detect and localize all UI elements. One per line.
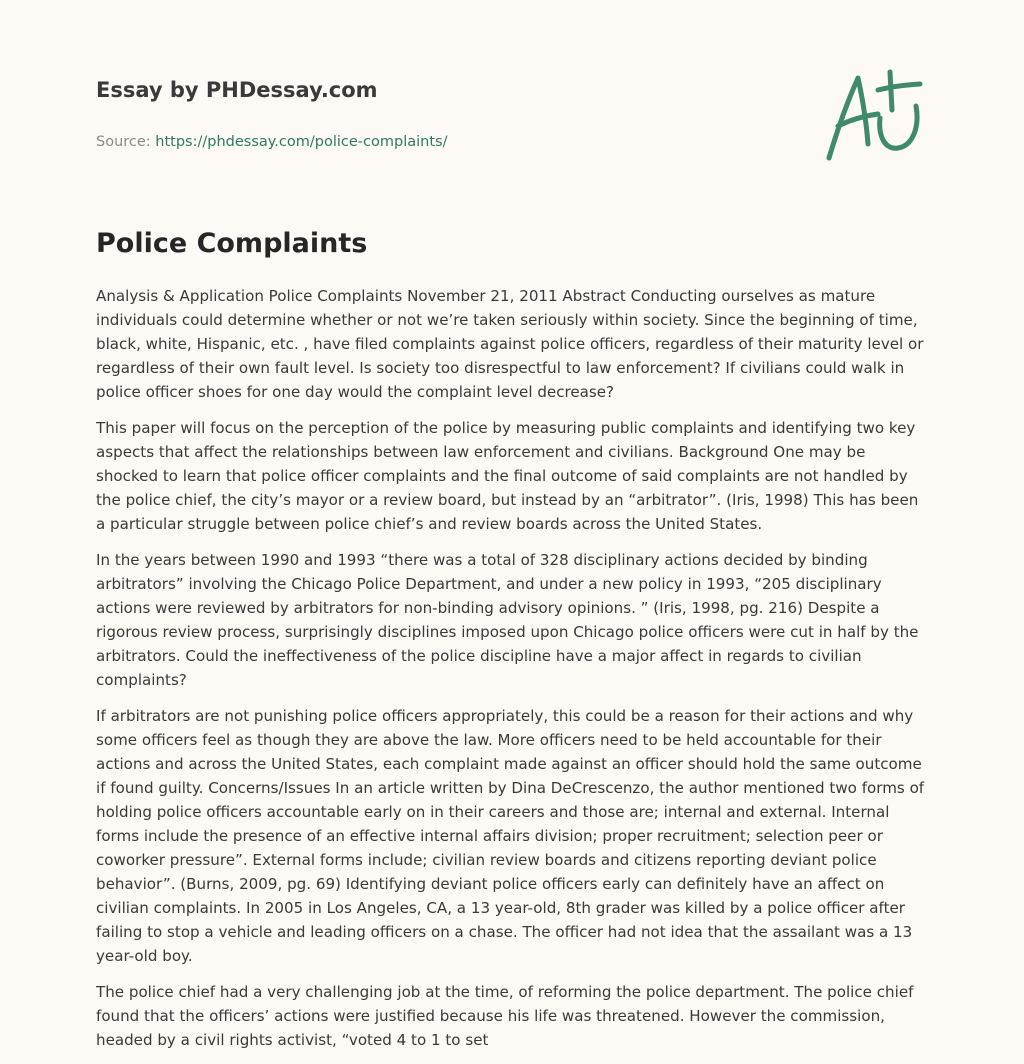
essay-paragraph: This paper will focus on the perception of the police by measuring public complaints and identifying two key aspects that affect the relationships between law enforcement and civilians. Background One may be shocked to learn that police officer complaints and the final outcome of said complaints are not handled by the police chief, the city’s mayor or a review board, but instead by an “arbitrator”. (Iris, 1998) This has been a particular struggle between police chief’s and review boards across the United States.	[96, 419, 919, 533]
essay-title: Police Complaints	[96, 228, 368, 259]
essay-paragraph: The police chief had a very challenging job at the time, of reforming the police department. The police chief found that the officers’ actions were justified because his life was threatened. However the commission, headed by a civil rights activist, “voted 4 to 1 to set	[96, 983, 914, 1049]
essay-paragraph: Analysis & Application Police Complaints November 21, 2011 Abstract Conducting ourselves as mature individuals could determine whether or not we’re taken seriously within society. Since the beginning of time, black, white, Hispanic, etc. , have filed complaints against police officers, regardless of their maturity level or regardless of their own fault level. Is society too disrespectful to law enforcement? If civilians could walk in police officer shoes for one day would the complaint level decrease?	[96, 287, 924, 401]
a-plus-logo-svg	[820, 66, 930, 166]
essay-paragraph: In the years between 1990 and 1993 “there was a total of 328 disciplinary actions decided by binding arbitrators” involving the Chicago Police Department, and under a new policy in 1993, “205 disciplinary actions were reviewed by arbitrators for non-binding advisory opinions. ” (Iris, 1998, pg. 216) Despite a rigorous review process, surprisingly disciplines imposed upon Chicago police officers were cut in half by the arbitrators. Could the ineffectiveness of the police discipline have a major affect in regards to civilian complaints?	[96, 551, 919, 689]
source-link[interactable]: https://phdessay.com/police-complaints/	[155, 134, 448, 150]
site-brand: Essay by PHDessay.com	[96, 78, 378, 102]
source-label: Source:	[96, 134, 151, 150]
essay-header	[96, 72, 736, 152]
essay-paragraph: If arbitrators are not punishing police officers appropriately, this could be a reason for their actions and why some officers feel as though they are above the law. More officers need to be held accountable for their actions and across the United States, each complaint made against an officer should hold the same outcome if found guilty. Concerns/Issues In an article written by Dina DeCrescenzo, the author mentioned two forms of holding police officers accountable early on in their careers and those are; internal and external. Internal forms include the presence of an effective internal affairs division; proper recruitment; selection peer or coworker pressure”. External forms include; civilian review boards and citizens reporting deviant police behavior”. (Burns, 2009, pg. 69) Identifying deviant police officers early can definitely have an affect on civilian complaints. In 2005 in Los Angeles, CA, a 13 year-old, 8th grader was killed by a police officer after failing to stop a vehicle and leading officers on a chase. The officer had not idea that the assailant was a 13 year-old boy.	[96, 707, 925, 965]
source-line	[96, 132, 736, 152]
essay-body	[96, 284, 932, 1064]
a-plus-grade-icon	[820, 66, 930, 166]
